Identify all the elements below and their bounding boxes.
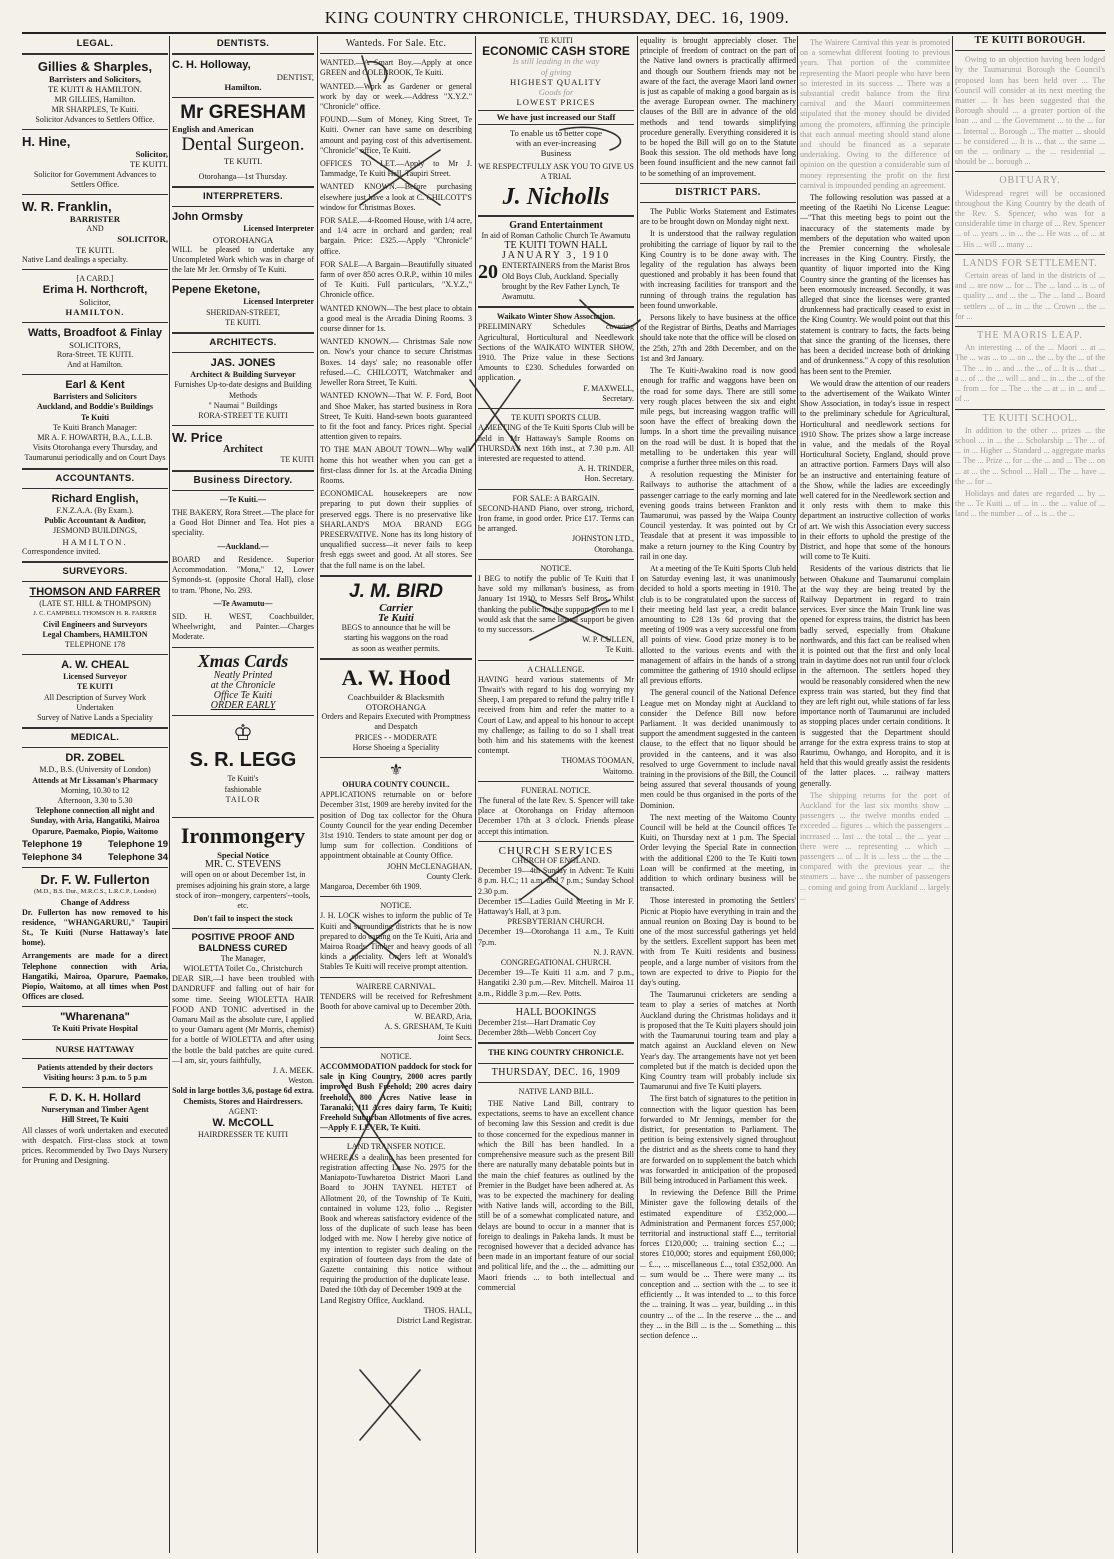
nicholls-name: J. Nicholls — [502, 183, 610, 210]
waikato-heading: Waikato Winter Show Association. — [496, 312, 616, 322]
gillies-name: Gillies & Sharples, — [37, 59, 153, 75]
news-paragraph: The general council of the National Defence League met on Monday night at Auckland to consider the Defence Bill now before Parliament. It was decided unanimously to support the amendment suggested in the canteen clause, to the effect that no liquor should be provided in the canteens, and it was also resolved to urge Government to include naval training in the provisions of the Bill, the Council being assured that several thousands of young men could be thus organised in the ports of the Dominion. — [640, 688, 796, 810]
classified-ad: WANTED KNOWN.—Before purchasing elsewhere just have a look at C. CHILCOTT'S window for Christmas Boxes. — [320, 182, 472, 212]
xmas-line1: Neatly Printed — [213, 669, 273, 681]
column-rule — [475, 36, 476, 1553]
store-line2: of giving — [540, 66, 572, 77]
concert-date: JANUARY 3, 1910 — [501, 250, 611, 262]
board-ad: BOARD and Residence. Superior Accommodation. "Mona," 12, Lower Symonds-st. (opposite Choral Hall), close to tram. 'Phone, No. 293. — [172, 554, 314, 595]
franklin-note: Native Land dealings a specialty. — [22, 254, 128, 264]
fullerton-qual: (M.D., B.S. Dur., M.R.C.S., L.R.C.P., London) — [33, 888, 157, 896]
challenge-heading: A CHALLENGE. — [527, 664, 585, 674]
bargain-heading: FOR SALE: A BARGAIN. — [512, 493, 600, 503]
church-heading: CHURCH SERVICES — [498, 844, 614, 857]
hine-name: H. Hine, — [22, 134, 71, 150]
classified-ad: WANTED.—A Smart Boy.—Apply at once GREEN and COLEBROOK, Te Kuiti. — [320, 58, 472, 78]
store-name: ECONOMIC CASH STORE — [482, 44, 630, 59]
card-label: [A CARD.] — [76, 274, 114, 284]
earl-manager: Te Kuiti Branch Manager: — [52, 422, 138, 432]
cullen-place: Te Kuiti. — [605, 645, 634, 655]
crown-icon: ♔ — [233, 720, 253, 746]
classified-ad: ECONOMICAL housekeepers are now preparing to put down their supplies of preserved eggs. There is no preservative like SHARLAND'S MOA BRAND EGG PRESERVATIVE. None has its long history of unqualified success—it never fails to keep fresh eggs sweet and good. At all stores. See that the full name is on the label. — [320, 489, 472, 570]
holloway-title: DENTIST, — [276, 72, 314, 83]
xmas-order: ORDER EARLY — [210, 700, 276, 712]
bird-title: Carrier — [379, 601, 413, 614]
classified-ad: OFFICES TO LET.—Apply to Mr J. Tammadge, Te Kuiti Hall, Taupiri Street. — [320, 159, 472, 179]
ironmongery-text: will open on or about December 1st, in premises adjoining his grain store, a large stock of iron--mongery, carpenters'--tools, etc. — [175, 870, 311, 910]
bird-name: J. M. BIRD — [349, 580, 443, 602]
earl-manager-name: MR A. F. HOWARTH, B.A., L.L.B. — [37, 433, 153, 443]
cheal-title: Licensed Surveyor — [63, 672, 127, 682]
hood-title: Coachbuilder & Blacksmith — [347, 691, 445, 702]
ohura-clerk: County Clerk. — [426, 871, 472, 881]
church-england-1: December 19—4th Sunday in Advent: Te Kuiti 8 p.m. H.C.; 11 a.m. and 7 p.m.; Sunday School 2.30 p.m. — [478, 866, 634, 896]
gresham-place: TE KUITI. — [223, 155, 263, 166]
wharenana-visiting: Visiting hours: 3 p.m. to 5 p.m — [43, 1073, 147, 1083]
sharples-partner: MR SHARPLES, Te Kuiti. — [51, 104, 139, 114]
legg-name: S. R. LEGG — [189, 749, 297, 772]
english-place: HAMILTON. — [62, 536, 128, 547]
top-rule — [22, 32, 1106, 34]
column-4-store-church — [478, 36, 634, 1553]
earl-visits: Visits Otorohanga every Thursday, and Taumarunui periodically and on Court Days — [24, 443, 166, 463]
concert-body — [478, 261, 634, 302]
column-rule — [952, 36, 953, 1553]
challenge-text: HAVING heard various statements of Mr Thwait's with regard to his dog worrying my Sheep, I am prepared to refund the paltry trifle I received from him and refer the matter to a Court of Law, and appeal to his honour to accept my challenge; as failing to do so I shall treat both him and his statements with the keenest contempt. — [478, 674, 634, 756]
cheal-place: TE KUITI — [76, 682, 114, 692]
hine-place: TE KUITI. — [129, 159, 168, 170]
bargain-text: SECOND-HAND Piano, over strong, trichord, Iron frame, in good order. Price £17. Terms can be arranged. — [478, 503, 634, 534]
west-ad: SID. H. WEST, Coachbuilder, Wheelwright, and Painter.—Charges Moderate. — [172, 611, 314, 642]
ohura-signature: JOHN McCLENAGHAN, — [387, 861, 472, 871]
chronicle-heading: THE KING COUNTRY CHRONICLE. — [488, 1048, 624, 1058]
sports-text: A MEETING of the Te Kuiti Sports Club will be held in Mr Hattaway's Sample Rooms on THURSDAY next 16th inst., at 7.30 p.m. All interested are requested to attend. — [478, 423, 634, 463]
mccoll-name: W. McCOLL — [212, 1117, 274, 1130]
classified-ad: WANTED KNOWN—That W. F. Ford, Boot and Shoe Maker, has started business in Rora Street, Te Kuiti. Hand-sewn boots guaranteed to fit the foot and fancy. Prices right. Special attention given to repairs. — [320, 391, 472, 442]
column-rule — [797, 36, 798, 1553]
ironmongery-name: MR. C. STEVENS — [204, 859, 282, 871]
hine-title: Solicitor, — [135, 149, 168, 160]
cullen-text: I BEG to notify the public of Te Kuiti that I have sold my milkman's business, as from January 1st 1910, to Messrs Self Bros. Whilst thanking the public for the support given to me I would ask that the same liberal support be given to my successors. — [478, 573, 634, 634]
ironmongery-title: Ironmongery — [180, 822, 306, 848]
news-paragraph: The next meeting of the Waitomo County Council will be held at the Council offices Te Kuiti, on Thursday next at 1 p.m. The Special Order levying the Special Rate in connection with the additional £200 to the Te Kuiti town Loan will be confirmed at the meeting, in addition to which ordinary business will be transacted. — [640, 812, 796, 894]
violetta-signature: J. A. MEEK. — [272, 1066, 314, 1075]
eketone-place: TE KUITI. — [225, 317, 261, 327]
ironmongery-notice: Special Notice — [217, 849, 269, 860]
gillies-note: Solicitor Advances to Settlers Office. — [35, 115, 155, 125]
classified-ad: WANTED KNOWN—The best place to obtain a good meal is the Arcadia Dining Rooms. 3 course dinner for 1s. — [320, 303, 472, 334]
news-paragraph: The Wairere Carnival this year is promoted on a somewhat different footing to previous years. That portion of the committee representing the Maori people who have been so interested in its success ... There was a substantial credit balance from the first carnival and the Maori committeemen stipulated that the money should be divided among the promoters, affirming the principle that each annual meeting should stand alone and should be financed as a separate undertaking. Owing to the difference of opinion on the question a considerable sum of money representing the profit on the first carnival is impounded pending an agreement. — [800, 38, 950, 190]
concert-aid: In aid of Roman Catholic Church Te Awamutu — [481, 230, 631, 240]
wairere-sec3: Joint Secs. — [437, 1032, 472, 1042]
english-building: JESMOND BUILDINGS, — [52, 526, 137, 536]
lands-heading: LANDS FOR SETTLEMENT. — [962, 257, 1098, 269]
telephone-row — [22, 840, 168, 850]
fullerton-text: Dr. Fullerton has now removed to his residence, "WHANGARURU," Taupiri St., Te Kuiti (Nurse Hattaway's late home). — [22, 907, 168, 948]
hollard-title: Nurseryman and Timber Agent — [41, 1105, 149, 1115]
english-note: Correspondence invited. — [22, 546, 101, 556]
watts-title: SOLICITORS, — [69, 339, 121, 350]
xmas-line2: at the Chronicle — [210, 679, 276, 691]
news-paragraph: The Taumarunui cricketers are sending a team to play a series of matches at North Auckland during the Christmas holidays and it is proposed that the Te Kuiti players should join with the Taumarunui touring team and play a match against an Auckland eleven on New Year's day. The arrangements have not yet been completed but if the match is decided upon the King Country team will probably include six Taumarunui and five Te Kuiti players. — [640, 990, 796, 1092]
english-name: Richard English, — [51, 492, 139, 505]
thomson-late: (LATE ST. HILL & THOMPSON) — [39, 599, 151, 609]
jones-building: " Naumai " Buildings — [208, 400, 278, 410]
notice-heading: NOTICE. — [380, 1051, 412, 1061]
violetta-company: WIOLETTA Toilet Co., Christchurch — [183, 963, 303, 973]
hall-booking: December 28th—Webb Concert Coy — [478, 1028, 597, 1038]
church-england-2: December 15—Ladies Guild Meeting in Mr F. Hattaway's Hall, at 3 p.m. — [478, 896, 634, 917]
news-paragraph: Widespread regret will be occasioned throughout the King Country by the death of the Rev. S. Spencer, who was for a considerable time in charge of ... Rev. Spencer ... of ... years ... in ... the ... He was ... of ... at ... His ... will ... many ... — [955, 188, 1105, 249]
classified-ad: WANTED.—Work as Gardener or general work by day or week.—Address "X.Y.Z." "Chronicle" office. — [320, 81, 472, 112]
column-1-legal — [22, 36, 168, 1553]
sports-signature: A. H. TRINDER, — [577, 464, 634, 474]
hine-note: Solicitor for Government Advances to Settlers Office. — [33, 169, 157, 189]
cheal-d2: Undertaken — [76, 702, 114, 712]
transfer-signature: THOS. HALL, — [423, 1305, 472, 1315]
funeral-text: The funeral of the late Rev. S. Spencer will take place at Otorohanga on Friday afternoon December 17th at 3 o'clock. Friends please accept this intimation. — [478, 796, 634, 836]
price-place: TE KUITI — [280, 455, 314, 465]
eketone-name: Pepene Eketone, — [172, 284, 261, 297]
challenge-signature: THOMAS TOOMAN, — [561, 756, 634, 766]
xmas-title: Xmas Cards — [197, 650, 289, 671]
store-enable3: Business — [540, 148, 572, 159]
section-heading: MEDICAL. — [70, 732, 120, 744]
telephone-label: Telephone 19 — [107, 838, 168, 850]
thomson-partners: J. C. CAMPBELL THOMSON H. R. FARRER — [33, 610, 157, 618]
violetta-sold: Sold in large bottles 3,6, postage 6d extra. Chemists, Stores and Hairdressers. — [172, 1086, 314, 1106]
violetta-title: POSITIVE PROOF AND BALDNESS CURED — [191, 932, 295, 954]
legg-line3: TAILOR — [225, 794, 261, 804]
bird-text: BEGS to announce that he will be starting his waggons on the road as soon as weather permits. — [341, 623, 451, 653]
sports-heading: TE KUITI SPORTS CLUB. — [511, 413, 601, 423]
bird-place: Te Kuiti — [378, 611, 414, 624]
franklin-t3: SOLICITOR, — [117, 234, 168, 245]
fullerton-change: Change of Address — [60, 897, 130, 908]
location-heading: —Auckland.— — [217, 541, 269, 551]
sports-secretary: Hon. Secretary. — [584, 474, 634, 484]
gresham-title: English and American — [172, 123, 254, 134]
gillies-place: TE KUITI & HAMILTON. — [47, 84, 143, 95]
northcroft-name: Erima H. Northcroft, — [42, 284, 148, 297]
wairere-text: TENDERS will be received for Refreshment Booth for above carnival up to December 20th. — [320, 991, 472, 1012]
news-paragraph: In addition to the other ... prizes ... the school ... in ... the ... Scholarship ... The ... of ... in ... Higher ... Standard ... aggregate marks ... The ... Prize ... for ... the ... and ... The ... on ... at ... the ... School ... Hall ... The ... have ... the ... for ... — [955, 425, 1105, 486]
news-paragraph: In reviewing the Defence Bill the Prime Minister gave the following details of the estimated expenditure of £352,000.—Administration and Permanent forces £57,000; territorial and instructional staff £..., territorial forces £120,000; ... training section £...; ... stores £10,000; stores and equipment £60,000; ... £..., ... miscellaneous £..., total £352,000. An ... sum would be ... There were many ... its conception and ... section with the ... to see it efficiently ... It was intended to ... to this force the ... training. It was ... year, building ... in this country ... of the ... In the reserve ... the ... and they ... in the Bill ... is the ... Something ... this section defence ... — [640, 1188, 796, 1340]
column-2-professional — [172, 36, 314, 1553]
news-paragraph: Residents of the various districts that lie between Ohakune and Taumarunui complain at the way they are being treated by the Railway Department in regard to train services. Ever since the Main Trunk line was opened for express trains, the district has been badly served, especially from Ohakune northwards, and this fact can be realised when it is pointed out that the first and only local train in daytime does not run until four o'clock in the afternoon. The settlers hoped they would be reasonably considered when the new express train was started, but they find that they are left right out, while stations of far less importance north of Taumarunui are included as stopping places under certain conditions. It is suggested that the Department should arrange for the extra express trains to stop at Raurimu, Owhango, and Horopito, and it is held that this would greatly assist the residents of the latter places. ... railway matters generally. — [800, 564, 950, 788]
classified-ad: FOR SALE.—4-Roomed House, with 1/4 acre, and 1/4 acre in orchard and garden; real bargain. Price: £325.—Apply "Chronicle" office. — [320, 216, 472, 256]
hollard-name: F. D. K. H. Hollard — [49, 1092, 141, 1105]
news-paragraph: An interesting ... of the ... Maori ... at ... The ... was ... to ... on ... the ... by the ... of the ... The ... in ... and ... the ... of ... It is ... that ... a ... of ... the ... will ... and ... in ... the ... of the ... from ... for ... The ... the ... at ... in ... and ... of ... — [955, 343, 1105, 404]
gillies-partner: MR GILLIES, Hamilton. — [54, 94, 136, 104]
news-paragraph: Those interested in promoting the Settlers' Picnic at Piopio have everything in train and the annual reunion on Boxing Day is bound to be one of the most successful gatherings yet held by the settlers. Excellent support has been met with from Te Kuiti residents and business people, and a large number of visitors from the town are expected to drive to Piopio for the day's outing. — [640, 896, 796, 988]
section-heading: ACCOUNTANTS. — [55, 472, 135, 484]
hood-text: Orders and Repairs Executed with Promptness and Despatch — [321, 712, 471, 732]
transfer-text: WHEREAS a dealing has been presented for registration affecting Lease No. 2975 for the Maniapoto-Tuwharetoa District Maori Land Board to JOHN TAYNEL HETET of Allotment 20, of the Township of Te Kuiti, contained in volume 123, folio ... Register Book and whereas satisfactory evidence of the loss of the duplicate of such lease has been lodged with me. Now I hereby give notice of my intention to register such dealing on the expiration of fourteen days from the date of Gazette containing this notice without requiring the production of the duplicate lease. — [320, 1152, 472, 1285]
borough-heading: TE KUITI BOROUGH. — [974, 36, 1086, 46]
waikato-text: PRELIMINARY Schedules covering Agricultural, Horticultural and Needlework Sections of the WAIKATO WINTER SHOW, 1910. The Prize value in these Sections Amounts to £230. Schedules forwarded on application. — [478, 322, 634, 383]
column-rule — [169, 36, 170, 1553]
english-title: Public Accountant & Auditor, — [44, 516, 146, 526]
store-staff: We have just increased our Staff — [478, 110, 634, 124]
price-title: Architect — [223, 444, 263, 456]
jones-address: RORA-STREET TE KUITI — [198, 411, 288, 421]
franklin-t2: AND — [86, 224, 104, 234]
thomson-name: THOMSON AND FARRER — [29, 586, 161, 599]
earl-t3: Te Kuiti — [81, 412, 109, 422]
bakery-ad: THE BAKERY, Rora Street.—The place for a Good Hot Dinner and Tea. Hot pies a speciality. — [172, 508, 314, 538]
hall-booking: December 21st—Hart Dramatic Coy — [478, 1018, 596, 1028]
thomson-title: Civil Engineers and Surveyors — [42, 619, 148, 629]
telephone-row — [22, 853, 168, 863]
telephone-label: Telephone 34 — [107, 851, 168, 863]
news-paragraph: The Te Kuiti-Awakino road is now good enough for traffic and waggons have been on the road for some days. There are still some very rough places between the six and eight mile pegs, but increasing waggon traffic will soon have the effect of breaking down the lumps. In a short time the prevailing nuisance on the road will be dust. It is hoped that the metalling to be undertaken this year will comprise a further three miles on this road. — [640, 366, 796, 467]
bargain-place: Otorohanga. — [594, 544, 634, 554]
store-enable1: To enable us to better cope — [509, 127, 603, 138]
news-paragraph: At a meeting of the Te Kuiti Sports Club held on Saturday evening last, it was unanimously decided to hold a sports meeting in 1910. The club is to be congratulated upon the success of their meeting held last year, a credit balance amounting to £28 13s 6d proving that the meeting of 1909 was a very successful one from all points of view. Good prize money is to be allotted to the various events and with the management of affairs in the hands of a strong committee the gathering of 1910 should eclipse all previous efforts. — [640, 563, 796, 686]
store-place: TE KUITI — [539, 36, 573, 45]
notice-heading: NOTICE. — [540, 563, 572, 573]
column-rule — [637, 36, 638, 1553]
funeral-heading: FUNERAL NOTICE. — [521, 785, 591, 795]
column-6-news — [800, 36, 950, 1553]
column-5-district-pars — [640, 36, 796, 1553]
franklin-t1: BARRISTER — [69, 214, 121, 225]
mccoll-title: HAIRDRESSER TE KUITI — [197, 1130, 289, 1140]
hood-prices: PRICES - - MODERATE — [354, 732, 437, 742]
chronicle-date: THURSDAY, DEC. 16, 1909 — [491, 1066, 621, 1078]
legg-line2: fashionable — [224, 784, 262, 794]
transfer-date: Dated the 10th day of December 1909 at the Land Registry Office, Auckland. — [320, 1285, 462, 1305]
wairere-heading: WAIRERE CARNIVAL. — [356, 981, 436, 991]
lock-notice: J. H. LOCK wishes to inform the public of Te Kuiti and surrounding districts that he is now prepared to do carting on the Te Kuiti, Aria and Mairoa Roads. Timber and heavy goods of all kinds a speciality. Orders left at Wonald's Stables Te Kuiti will receive prompt attention. — [320, 911, 472, 972]
news-paragraph: It is understood that the railway regulation prohibiting the carriage of liquor by rail to the King Country is to be done away with. The legality of the regulation has always been questioned and probably it has been found that with increasing facilities for transport and the running of through trains the regulation has been found unworkable. — [640, 229, 796, 310]
wairere-sec2: A. S. GRESHAM, Te Kuiti — [384, 1022, 472, 1032]
wairere-sec1: W. BEARD, Aria, — [414, 1012, 472, 1022]
church-congregational-1: December 19—Te Kuiti 11 a.m. and 7 p.m., Hangatiki 2.30 p.m.—Rev. Mitchell. Mairoa 11 a.m., Riddle 3 p.m.—Rev. Potts. — [478, 968, 634, 998]
ohura-date: Mangaroa, December 6th 1909. — [320, 882, 422, 892]
column-3-wanteds — [320, 36, 472, 1553]
district-pars-heading: DISTRICT PARS. — [675, 186, 761, 198]
eketone-title: Licensed Interpreter — [243, 297, 314, 307]
church-presbyterian-sig: N. J. RAVN. — [593, 947, 634, 957]
ormsby-title: Licensed Interpreter — [243, 224, 314, 234]
ohura-title: OHURA COUNTY COUNCIL. — [342, 779, 450, 789]
zobel-telephone: Telephone connection all night and Sunday, with Aria, Hangatiki, Mairoa Oparure, Paemako, Piopio, Waitomo — [30, 806, 160, 836]
editorial-heading: NATIVE LAND BILL. — [518, 1086, 594, 1096]
section-heading: Wanteds. For Sale. Etc. — [345, 38, 447, 49]
ormsby-name: John Ormsby — [172, 211, 243, 224]
news-paragraph: We would draw the attention of our readers to the advertisement of the Waikato Winter Show Association, in today's issue in respect to the preliminary schedule for Agricultural, Horticultural and needlework sections for 1910 Show. The prizes show a large increase in value, and the medals of the Royal Horticultural Society, England, should prove an attractive portion. Farmers Days will also be an instructive and entertaining feature of the Show, while the ladies are exceedingly well catered for in the Needlework section and it only rests with them to make this department an instructive collection of works of art. We wish this Association every success in their efforts to uphold the prestige of the District, and hope that some of the honours will come to Te Kuiti. — [800, 378, 950, 562]
ormsby-text: WILL be pleased to undertake any Uncompleted Work which was in charge of the late Mr Jer. Ormsby of Te Kuiti. — [172, 244, 314, 275]
classified-ad: FOR SALE—A Bargain—Beautifully situated farm of over 850 acres O.R.P., within 10 miles of Te Kuiti. Full particulars, "X.Y.Z.," Chronicle office. — [320, 259, 472, 300]
transfer-registrar: District Land Registrar. — [396, 1315, 472, 1325]
hood-place: OTOROHANGA — [365, 701, 427, 712]
violetta-manager: The Manager, — [220, 953, 266, 963]
hall-heading: HALL BOOKINGS — [515, 1006, 597, 1018]
store-goods: Goods for — [538, 87, 574, 98]
violetta-letter: DEAR SIR,—I have been troubled with DANDRUFF and falling out of hair for some time. Seeing WIOLETTA HAIR FOOD AND TONIC advertised in the Oamaru Mail as the absolute cure, I applied to your Oamaru agent (Mr Morris, chemist) for a bottle of WIOLETTA and after using the bottle the bald patches are quite cured.—I am, sir, yours faithfully, — [172, 974, 314, 1065]
hollard-text: All classes of work undertaken and executed with despatch. First-class stock at town prices. Recommended by Two Days Nursery for Pruning and Designing. — [22, 1125, 168, 1166]
school-heading: TE KUITI SCHOOL. — [982, 412, 1078, 424]
telephone-label: Telephone 19 — [22, 838, 83, 850]
eketone-address: SHERIDAN-STREET, — [206, 307, 280, 317]
fullerton-arrangements: Arrangements are made for a direct Telephone connection with Aria, Hangatiki, Mairoa, Oparure, Paemako, Piopio, Waitomo, at all times when Post Offices are closed. — [22, 951, 168, 1002]
store-line1: Is still leading in the way — [512, 56, 600, 67]
store-prices: LOWEST PRICES — [516, 97, 596, 108]
classified-ad: WANTED KNOWN.— Christmas Sale now on. Now's your chance to secure Christmas Boxes. 14 days' sale; no reasonable offer refused.—C. CHILCOTT, Watchmaker and Jeweller Rora Street, Te Kuiti. — [320, 337, 472, 388]
section-heading: ARCHITECTS. — [209, 337, 277, 349]
violetta-agent: AGENT: — [228, 1106, 258, 1116]
column-rule — [317, 36, 318, 1553]
lever-notice: ACCOMMODATION paddock for stock for sale in King Country, 2000 acres partly improved Bush Freehold; 200 acres dairy freehold; 800 Acres Native lease in Taranaki; 111 Acres dairy farm, Te Kuiti; Freehold Suburban Allotments of five acres.—Apply F. LEVER, Te Kuiti. — [320, 1062, 472, 1133]
store-trial: WE RESPECTFULLY ASK YOU TO GIVE US A TRIAL — [478, 162, 634, 182]
franklin-place: TE KUITI. — [75, 244, 115, 255]
section-heading: LEGAL. — [76, 38, 114, 49]
northcroft-place: HAMILTON. — [65, 307, 125, 318]
location-heading: —Te Awamutu— — [213, 598, 273, 608]
transfer-heading: LAND TRANSFER NOTICE. — [346, 1142, 446, 1152]
legg-line1: Te Kuiti's — [227, 774, 259, 784]
waikato-signature: F. MAXWELL, — [583, 383, 634, 393]
waikato-secretary: Secretary. — [602, 393, 634, 403]
store-quality: HIGHEST QUALITY — [510, 76, 602, 87]
gresham-name: Mr GRESHAM — [180, 101, 306, 123]
english-qual: F.N.Z.A.A. (By Exam.). — [56, 505, 134, 515]
holloway-place: Hamilton. — [224, 82, 262, 93]
editorial-continued: equality is brought appreciably closer. The principle of freedom of contract on the part of the Native land owners is practically affirmed and though our Southern friends may not be aware of the fact, the average Maori land owner is just as capable of making a good bargain as is the average European owner. The machinery clauses of the Bill are in advance of the old methods and tend towards simplifying procedure generally. Everything considered it is to be hoped the Bill will go on to the Statute Book this session. The old methods have long been found insufficient and the new cannot fail to be something of an improvement. — [640, 36, 796, 178]
location-heading: —Te Kuiti.— — [220, 494, 266, 504]
notice-heading: NOTICE. — [380, 901, 412, 911]
section-heading: SURVEYORS. — [62, 565, 128, 577]
hood-speciality: Horse Shoeing a Speciality — [352, 742, 440, 752]
jones-text: Furnishes Up-to-date designs and Building Methods — [174, 380, 312, 400]
zobel-name: DR. ZOBEL — [65, 752, 125, 765]
hollard-place: Hill Street, Te Kuiti — [61, 1115, 129, 1125]
news-paragraph: Holidays and dates are regarded ... by ... the ... Te Kuiti ... of ... in ... the ... value of ... land ... the number ... of ... is ... the ... — [955, 488, 1105, 519]
gillies-title: Barristers and Solicitors, — [49, 74, 141, 85]
wharenana-title: Te Kuiti Private Hospital — [52, 1024, 138, 1034]
thomson-chambers: Legal Chambers, HAMILTON — [42, 629, 148, 639]
watts-place: And at Hamilton. — [67, 360, 123, 370]
gresham-otorohanga: Otorohanga—1st Thursday. — [198, 172, 288, 182]
news-paragraph: The Public Works Statement and Estimates are to be brought down on Monday night next. — [640, 207, 796, 227]
maori-leap-heading: THE MAORIS LEAP. — [977, 330, 1083, 342]
ironmongery-inspect: Don't fail to inspect the stock — [193, 914, 293, 924]
wharenana-patients: Patients attended by their doctors — [37, 1062, 153, 1072]
wharenana-nurse: NURSE HATTAWAY — [55, 1043, 135, 1054]
cheal-name: A. W. CHEAL — [61, 659, 129, 672]
watts-address: Rora-Street. TE KUITI. — [56, 349, 134, 359]
section-heading: DENTISTS. — [216, 38, 270, 49]
church-presbyterian: PRESBYTERIAN CHURCH. — [507, 917, 605, 927]
church-england: CHURCH OF ENGLAND. — [511, 856, 601, 866]
masthead: KING COUNTRY CHRONICLE, THURSDAY, DEC. 16, 1909. — [324, 8, 790, 27]
column-7-news — [955, 36, 1105, 1553]
cheal-d3: Survey of Native Lands a Speciality — [37, 712, 153, 722]
concert-text: ENTERTAINERS from the Marist Bros Old Boys Club, Auckland. Specially brought by the Rev Father Lynch, Te Awamutu. — [502, 261, 630, 302]
jones-name: JAS. JONES — [210, 357, 276, 370]
concert-count: 20 — [478, 261, 498, 284]
earl-t1: Barristers and Solicitors — [53, 392, 137, 402]
gresham-dental: Dental Surgeon. — [181, 133, 305, 155]
news-paragraph: The shipping returns for the port of Auckland for the last six months show ... passengers ... the twelve months ended ... exceeded ... figures ... which the passengers ... increased ... last ... the total ... the ... year ... there were ... representing ... which ... passengers ... of ... It is ... less ... the ... the ... compared with the previous year ... the steamers ... have ... the number of passengers ... coming and going from Auckland ... largely ... — [800, 790, 950, 902]
zobel-morning: Morning, 10.30 to 12 — [60, 785, 130, 795]
zobel-qual: M.D., B.S. (University of London) — [39, 765, 151, 775]
challenge-place: Waitomo. — [602, 766, 634, 776]
price-name: W. Price — [172, 430, 223, 446]
news-paragraph: Certain areas of land in the districts of ... and ... are now ... for ... The ... land ... is ... of ... quality ... and ... the ... The ... land ... Board ... settlers ... of ... in ... the ... Crown ... the ... for ... — [955, 271, 1105, 321]
news-paragraph: The following resolution was passed at a meeting of the Raetihi No License League:—"That this meeting begs to point out the inaccuracy of the statements made by members of the deputation who waited upon the Premier concerning the wholesale increases in the King Country. Firstly, the quantity of liquor imported into the King Country since the granting of the licenses has been enormously increased. Secondly, it was alleged that since the licenses were granted drunkenness had practically ceased to exist in the King Country. We would point out that this statement is contrary to facts, the facts being that since the granting of the licenses, there has been a decided increase both of drinking and of drunkenness." A copy of this resolution has been sent to the Premier. — [800, 193, 950, 376]
news-paragraph: The first batch of signatures to the petition in connection with the liquor question has been forwarded to Mr Jennings, member for the district, for presentation to Parliament. The petition is being extensively signed throughout the district and as the sheets come to hand they are forwarded on to supplement the batch which was forwarded in anticipation of the proposed Bill being introduced in Parliament this week. — [640, 1094, 796, 1185]
hood-name: A. W. Hood — [341, 664, 451, 690]
news-paragraph: Persons likely to have business at the office of the Registrar of Births, Deaths and Marriages should take note that the office will be closed on the 25th, 27th and 28th December, and on the 1st and 3rd January. — [640, 313, 796, 363]
xmas-line3: Office Te Kuiti — [213, 689, 273, 701]
telephone-label: Telephone 34 — [22, 851, 83, 863]
store-enable2: with an ever-increasing — [515, 137, 597, 148]
classified-ad: FOUND.—Sum of Money, King Street, Te Kuiti. Owner can have same on describing amount and paying cost of this advertisement. "Chronicle" office, Te Kuiti. — [320, 115, 472, 155]
editorial-text: THE Native Land Bill, contrary to expectations, seems to have an excellent chance of becoming law this Session and credit is due to those concerned for the expedious manner in which the Bill has been handled. In a comprehensive measure such as the present Bill there are naturally many debatable points but in the main the chief features as outlined by the Premier in the Budget have been adhered at. As was to be expected the machinery for dealing with Native lands will, according to the Bill, still be of a somewhat complicated nature, and delays are bound to occur in a manner that is foreign to dealings in Pakeha lands. It must be recognised however that a decided advance has been made in an important feature of our social and political life, and the ... the ... admitting our Maori friends ... to both intellectual and commercial — [478, 1099, 634, 1292]
church-presbyterian-1: December 19—Otorohanga 11 a.m., Te Kuiti 7p.m. — [478, 927, 634, 947]
ormsby-place: OTOROHANGA — [212, 234, 274, 245]
classified-ad: TO THE MAN ABOUT TOWN—Why walk home this hot weather when you can get a first-class dinner for 1s. at the Arcadia Dining Rooms. — [320, 445, 472, 485]
northcroft-title: Solicitor, — [79, 297, 111, 308]
section-heading: INTERPRETERS. — [203, 191, 283, 203]
obituary-heading: OBITUARY. — [999, 175, 1061, 187]
cullen-signature: W. P. CULLEN, — [582, 635, 634, 645]
wharenana-name: "Wharenana" — [60, 1011, 130, 1024]
crest-icon: ⚜ — [388, 761, 404, 779]
church-congregational: CONGREGATIONAL CHURCH. — [500, 958, 612, 968]
earl-name: Earl & Kent — [65, 379, 125, 392]
news-paragraph: Owing to an objection having been lodged by the Taumarunui Borough the Council's proposed loan has been held over ... The Council will consider at its next meeting the matter ... It has been suggested that the Borough should ... a greater portion of the loan ... and ... the Government ... to the ... for ... Internal ... Borough ... The matter ... should ... be considered ... It is ... that ... the same ... on the ... ordinary ... the ... residential ... should be ... borough ... — [955, 55, 1105, 167]
watts-name: Watts, Broadfoot & Finlay — [27, 326, 163, 339]
news-paragraph: A resolution requesting the Minister for Railways to authorise the attachment of a passenger carriage to the early morning and late evening goods trains between Frankton and Taumarunui, was passed by the Waipa County Council yesterday. It was pointed out by Cr Teasdale that at present it was impossible to make a return journey to the King Country by rail in one day. — [640, 470, 796, 561]
concert-heading: Grand Entertainment — [509, 219, 603, 231]
zobel-attends: Attends at Mr Lissaman's Pharmacy — [32, 775, 158, 785]
concert-venue: TE KUITI TOWN HALL — [504, 240, 608, 252]
earl-t2: Auckland, and Boddie's Buildings — [36, 402, 154, 412]
cheal-d1: All Description of Survey Work — [43, 692, 147, 702]
holloway-name: C. H. Holloway, — [172, 59, 251, 72]
section-heading: Business Directory. — [193, 474, 293, 486]
violetta-town: Weston. — [288, 1076, 314, 1086]
bargain-signature: JOHNSTON LTD., — [571, 534, 634, 544]
fullerton-name: Dr. F. W. Fullerton — [40, 872, 150, 888]
jones-title: Architect & Building Surveyor — [190, 370, 296, 380]
zobel-afternoon: Afternoon, 3.30 to 5.30 — [57, 795, 133, 805]
ohura-text: APPLICATIONS returnable on or before December 31st, 1909 are hereby invited for the position of Dog tax collector for the Ohura County Council for the year ending December 31st 1910. Tenders to state amount per dog or lump sum for collection. Conditions of appointment obtainable at County Office. — [320, 790, 472, 861]
thomson-telephone: TELEPHONE 178 — [64, 639, 126, 649]
franklin-name: W. R. Franklin, — [22, 199, 112, 215]
